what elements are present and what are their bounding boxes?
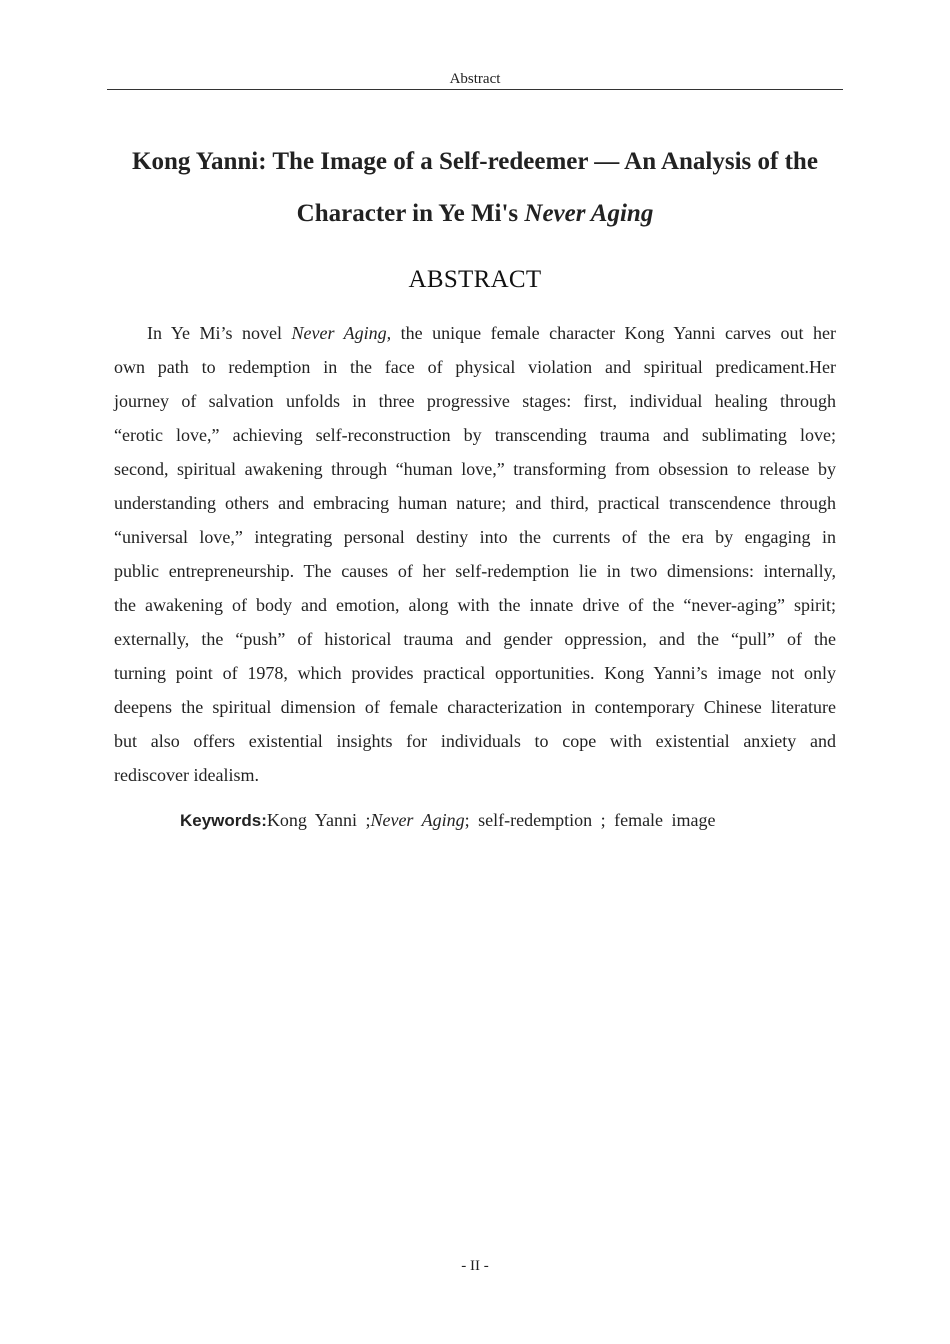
abstract-line: externally, the “push” of historical trauma and gender oppression, and the “pull” of the — [114, 629, 836, 649]
abstract-line: rediscover idealism. — [114, 765, 259, 785]
abstract-line: the awakening of body and emotion, along with the innate drive of the “never-aging” spirit; — [114, 595, 836, 615]
header-rule — [107, 89, 843, 90]
running-header: Abstract — [449, 71, 501, 87]
abstract-line: second, spiritual awakening through “human love,” transforming from obsession to release by — [114, 459, 836, 479]
abstract-line: “universal love,” integrating personal destiny into the currents of the era by engaging in — [114, 527, 836, 547]
keywords-label: Keywords: — [180, 811, 267, 830]
abstract-line-italic: Never Aging, — [291, 323, 392, 343]
page-number: - II - — [461, 1258, 489, 1274]
abstract-line-text: In Ye Mi’s novel — [147, 323, 292, 343]
abstract-line: deepens the spiritual dimension of female characterization in contemporary Chinese literature — [114, 697, 836, 717]
title-line-2 — [107, 188, 843, 240]
title-line-2-italic: Never Aging — [524, 200, 654, 227]
keyword-separator: ; — [464, 810, 470, 830]
abstract-line: own path to redemption in the face of physical violation and spiritual predicament.Her — [114, 357, 836, 377]
abstract-line: “erotic love,” achieving self-reconstruction by transcending trauma and sublimating love; — [114, 425, 836, 445]
keyword-3: self-redemption ; female image — [469, 810, 716, 830]
keyword-1: Kong Yanni ; — [266, 810, 371, 830]
abstract-line-text: the unique female character Kong Yanni carves out her — [391, 323, 837, 343]
paper-title — [107, 136, 843, 240]
keyword-2: Never Aging — [370, 810, 465, 830]
title-line-2-prefix: Character in Ye Mi's — [296, 200, 525, 227]
abstract-heading: ABSTRACT — [408, 266, 542, 293]
abstract-line: journey of salvation unfolds in three progressive stages: first, individual healing through — [114, 391, 836, 411]
abstract-line: turning point of 1978, which provides practical opportunities. Kong Yanni’s image not only — [114, 663, 836, 683]
abstract-line: understanding others and embracing human nature; and third, practical transcendence through — [114, 493, 836, 513]
abstract-line: public entrepreneurship. The causes of her self-redemption lie in two dimensions: internally, — [114, 561, 836, 581]
title-line-1: Kong Yanni: The Image of a Self-redeemer — An Analysis of the — [132, 148, 818, 175]
abstract-body — [114, 316, 836, 792]
abstract-line: but also offers existential insights for individuals to cope with existential anxiety and — [114, 731, 836, 751]
abstract-line — [114, 316, 836, 350]
keywords — [180, 806, 716, 835]
